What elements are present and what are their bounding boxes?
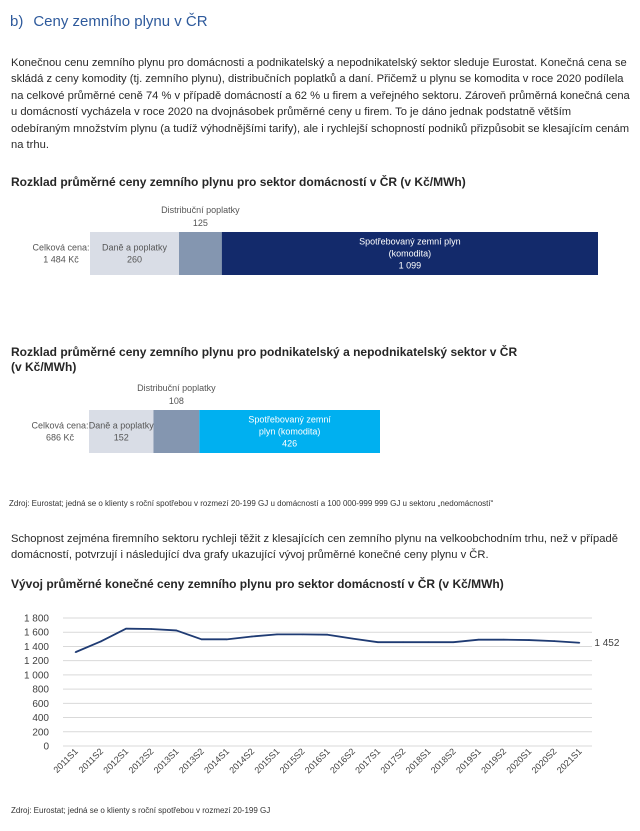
data-point — [125, 628, 127, 630]
business-price-breakdown-chart — [0, 380, 640, 460]
segment-value-distribution: 108 — [168, 396, 184, 406]
data-point — [327, 634, 329, 636]
x-tick-label: 2011S1 — [51, 746, 81, 775]
segment-label-commodity-line2: plyn (komodita) — [258, 426, 321, 437]
x-tick-label: 2019S1 — [454, 746, 484, 776]
bar-segment-tax — [89, 410, 153, 453]
total-price-value: 686 Kč — [45, 432, 75, 443]
y-tick-label: 1 400 — [23, 641, 49, 653]
segment-label-distribution: Distribuční poplatky — [161, 205, 240, 215]
segment-label-commodity-line2: (komodita) — [388, 248, 432, 259]
data-point — [302, 634, 304, 636]
data-point — [251, 636, 253, 638]
data-point — [553, 640, 555, 642]
segment-value-distribution: 125 — [192, 218, 208, 228]
bar-segment-tax — [90, 232, 179, 275]
section-title: Ceny zemního plynu v ČR — [33, 13, 208, 30]
y-tick-label: 800 — [32, 684, 49, 696]
y-tick-label: 1 600 — [23, 627, 49, 639]
segment-label-distribution: Distribuční poplatky — [137, 383, 216, 393]
y-tick-label: 1 800 — [23, 613, 49, 625]
data-point — [427, 641, 429, 643]
data-point — [478, 639, 480, 641]
x-tick-label: 2014S1 — [202, 746, 232, 776]
x-tick-label: 2012S1 — [101, 746, 131, 776]
data-point — [276, 634, 278, 636]
segment-value-tax: 152 — [113, 432, 129, 443]
data-point — [352, 638, 354, 640]
segment-label-tax: Daně a poplatky — [101, 242, 168, 253]
x-tick-label: 2013S2 — [176, 746, 206, 776]
end-value-label: 1 452 — [594, 638, 620, 650]
data-point — [150, 628, 152, 630]
data-point — [75, 651, 77, 653]
bar-segment-distribution — [179, 232, 222, 275]
bar-segment-distribution — [153, 410, 199, 453]
source-note-1: Zdroj: Eurostat; jedná se o klienty s roční spotřebou v rozmezí 20-199 GJ u domácností a 100 000-999 999 GJ u sektoru „nedomácností“ — [9, 499, 494, 508]
section-heading — [10, 13, 208, 30]
data-point — [453, 641, 455, 643]
segment-label-commodity-line1: Spotřebovaný zemní — [248, 414, 331, 425]
section-letter: b) — [10, 13, 24, 30]
data-point — [402, 641, 404, 643]
y-tick-label: 600 — [32, 698, 49, 710]
segment-value-commodity: 426 — [282, 438, 298, 449]
data-point — [528, 639, 530, 641]
y-tick-label: 200 — [32, 727, 49, 739]
total-price-label: Celková cena: — [32, 242, 90, 253]
source-note-2: Zdroj: Eurostat; jedná se o klienty s roční spotřebou v rozmezí 20-199 GJ — [11, 806, 271, 815]
y-tick-label: 1 000 — [23, 670, 49, 682]
x-tick-label: 2019S2 — [479, 746, 509, 776]
chart2-title: Rozklad průměrné ceny zemního plynu pro podnikatelský a nepodnikatelský sektor v ČR (v Kč/MWh) — [11, 345, 518, 374]
x-tick-label: 2016S1 — [302, 746, 332, 776]
x-tick-label: 2012S2 — [126, 746, 156, 776]
x-tick-label: 2020S2 — [529, 746, 559, 776]
data-point — [201, 639, 203, 641]
x-tick-label: 2011S2 — [76, 746, 106, 775]
segment-value-tax: 260 — [126, 254, 143, 265]
total-price-value: 1 484 Kč — [43, 254, 79, 265]
x-tick-label: 2018S2 — [428, 746, 458, 776]
data-point — [226, 639, 228, 641]
x-tick-label: 2015S2 — [277, 746, 307, 776]
x-tick-label: 2017S2 — [378, 746, 408, 776]
segment-value-commodity: 1 099 — [398, 260, 422, 271]
x-tick-label: 2018S1 — [403, 746, 433, 776]
x-tick-label: 2016S2 — [328, 746, 358, 776]
y-tick-label: 400 — [32, 713, 49, 725]
data-point — [100, 641, 102, 643]
x-tick-label: 2014S2 — [227, 746, 257, 776]
price-trend-line-chart — [0, 605, 640, 805]
data-point — [503, 639, 505, 641]
x-tick-label: 2021S1 — [554, 746, 584, 776]
x-tick-label: 2013S1 — [151, 746, 181, 776]
x-tick-label: 2020S1 — [504, 746, 534, 776]
households-price-breakdown-chart — [0, 190, 640, 290]
y-tick-label: 0 — [43, 741, 49, 753]
chart1-title: Rozklad průměrné ceny zemního plynu pro sektor domácností v ČR (v Kč/MWh) — [11, 175, 466, 189]
intro-paragraph: Konečnou cenu zemního plynu pro domácnosti a podnikatelský a nepodnikatelský sektor sleduje Eurostat. Konečná cena se skládá z ceny komodity (tj. zemního plynu), distribučních poplatků a daní. Přičemž u plynu se komodita v roce 2020 podílela na celkové průměrné ceně 74 % v případě domácností a 62 % u firem a veřejného sektoru. Zároveň průměrná konečná cena u domácností vycházela v roce 2020 na dvojnásobek průměrné ceny u firem. To je dáno jednak podstatně větším odebíraným množstvím plynu (a tudíž výhodnějšími tarify), ale i rychlejší schopností podniků přizpůsobit se klesajícím cenám na trhu. — [11, 57, 630, 152]
data-point — [176, 630, 178, 632]
y-tick-label: 1 200 — [23, 656, 49, 668]
x-tick-label: 2015S1 — [252, 746, 282, 776]
transition-paragraph: Schopnost zejména firemního sektoru rychleji těžit z klesajících cen zemního plynu na velkoobchodním trhu, než v případě domácností, potvrzují i následující dva grafy ukazující vývoj průměrné konečné ceny plynu v ČR. — [11, 533, 618, 562]
data-point — [579, 642, 581, 644]
chart3-title: Vývoj průměrné konečné ceny zemního plynu pro sektor domácností v ČR (v Kč/MWh) — [11, 577, 504, 591]
segment-label-tax: Daně a poplatky — [88, 420, 154, 431]
x-tick-label: 2017S1 — [353, 746, 383, 776]
data-point — [377, 641, 379, 643]
total-price-label: Celková cena: — [31, 420, 89, 431]
segment-label-commodity-line1: Spotřebovaný zemní plyn — [359, 236, 461, 247]
